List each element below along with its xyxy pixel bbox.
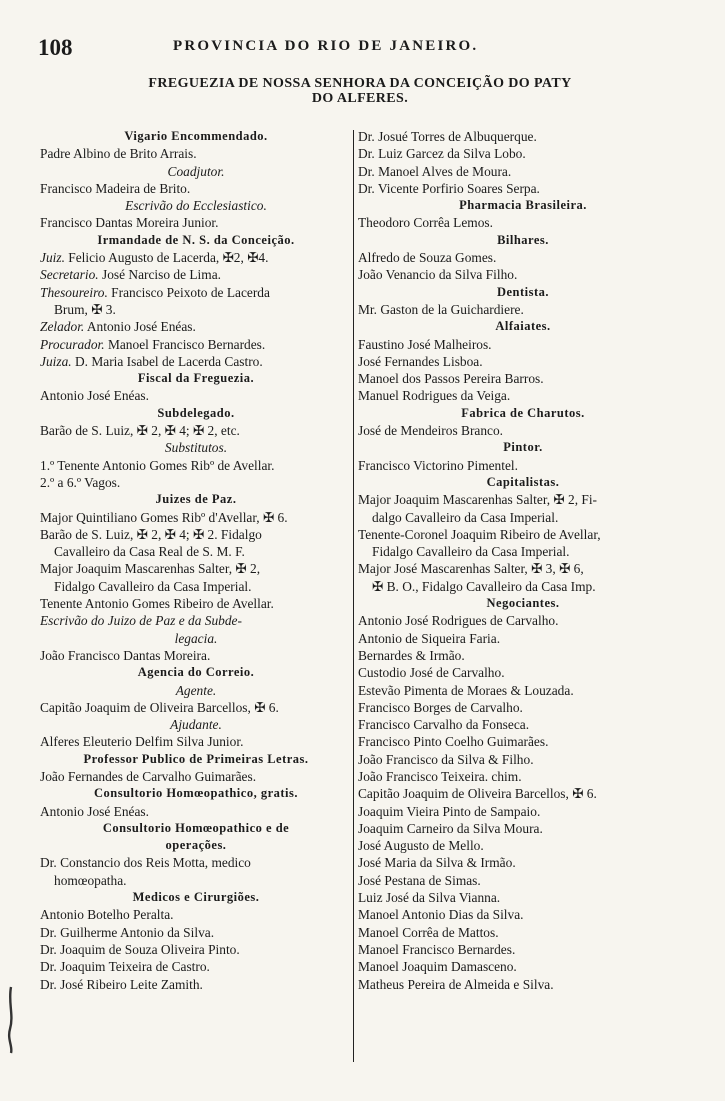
- entry-name: Francisco Peixoto de Lacerda: [107, 284, 270, 300]
- entry-line: Major Quintiliano Gomes Ribº d'Avellar, ✠ 6.: [40, 509, 288, 525]
- section-heading: operações.: [165, 838, 227, 853]
- entry-line: Major José Mascarenhas Salter, ✠ 3, ✠ 6,: [358, 561, 584, 577]
- entry-line: Luiz José da Silva Vianna.: [358, 890, 501, 906]
- entry-continuation: homœopatha.: [54, 872, 127, 888]
- section-heading: Subdelegado.: [157, 405, 235, 420]
- section-title-line-2: DO ALFERES.: [311, 91, 409, 106]
- entry-line: Major Joaquim Mascarenhas Salter, ✠ 2,: [40, 561, 261, 577]
- entry-line: [40, 318, 352, 335]
- entry-line: Manuel Rodrigues da Veiga.: [358, 388, 511, 404]
- entry-role: Juiza.: [40, 353, 72, 369]
- entry-line: Antonio José Enéas.: [40, 803, 149, 819]
- entry-line: [40, 353, 352, 370]
- entry-line: Padre Albino de Brito Arrais.: [40, 146, 197, 162]
- section-heading: Consultorio Homœopathico e de: [102, 820, 290, 835]
- role-subheading: Coadjutor.: [167, 163, 225, 179]
- entry-line: Manoel Corrêa de Mattos.: [358, 924, 499, 940]
- section-heading: Professor Publico de Primeiras Letras.: [83, 751, 309, 766]
- section-title-line-1: FREGUEZIA DE NOSSA SENHORA DA CONCEIÇÃO DO PATY: [148, 76, 572, 91]
- entry-continuation: ✠ B. O., Fidalgo Cavalleiro da Casa Imp.: [372, 578, 596, 594]
- entry-line: Custodio José de Carvalho.: [358, 665, 505, 681]
- entry-line: Antonio de Siqueira Faria.: [358, 630, 501, 646]
- entry-line: Dr. Guilherme Antonio da Silva.: [40, 924, 215, 940]
- section-heading: Fabrica de Charutos.: [461, 405, 585, 420]
- role-subheading: Agente.: [175, 682, 217, 698]
- section-heading: Agencia do Correio.: [137, 665, 255, 680]
- entry-role: Zelador.: [40, 319, 85, 335]
- role-subheading: Escrivão do Ecclesiastico.: [125, 198, 267, 214]
- entry-line: Dr. Constancio dos Reis Motta, medico: [40, 855, 251, 871]
- entry-line: José de Mendeiros Branco.: [358, 423, 504, 439]
- entry-line: Joaquim Vieira Pinto de Sampaio.: [358, 803, 541, 819]
- entry-line: João Francisco da Silva & Filho.: [358, 751, 534, 767]
- entry-line: José Maria da Silva & Irmão.: [358, 855, 516, 871]
- margin-ink-mark: [4, 985, 18, 1055]
- section-heading: Pharmacia Brasileira.: [459, 198, 587, 213]
- entry-line: Manoel dos Passos Pereira Barros.: [358, 371, 544, 387]
- entry-line: Bernardes & Irmão.: [358, 647, 465, 663]
- entry-line: Manoel Antonio Dias da Silva.: [358, 907, 524, 923]
- entry-line: 2.º a 6.º Vagos.: [40, 474, 121, 490]
- entry-line: João Francisco Dantas Moreira.: [40, 647, 211, 663]
- entry-line: Dr. Vicente Porfirio Soares Serpa.: [358, 180, 540, 196]
- entry-continuation: Fidalgo Cavalleiro da Casa Imperial.: [372, 544, 570, 560]
- role-subheading: Ajudante.: [170, 717, 222, 733]
- entry-name: José Narciso de Lima.: [98, 267, 221, 283]
- entry-line: Mr. Gaston de la Guichardiere.: [358, 301, 524, 317]
- entry-line: Dr. Joaquim Teixeira de Castro.: [40, 959, 210, 975]
- entry-line: Francisco Dantas Moreira Junior.: [40, 215, 219, 231]
- section-heading: Pintor.: [503, 440, 543, 455]
- section-heading: Juizes de Paz.: [155, 492, 237, 507]
- entry-line: Capitão Joaquim de Oliveira Barcellos, ✠ 6.: [40, 699, 279, 715]
- entry-line: Capitão Joaquim de Oliveira Barcellos, ✠ 6.: [358, 786, 597, 802]
- section-heading: Vigario Encommendado.: [124, 129, 268, 143]
- entry-line: José Augusto de Mello.: [358, 838, 484, 854]
- entry-line: Francisco Carvalho da Fonseca.: [358, 717, 530, 733]
- section-heading: Irmandade de N. S. da Conceição.: [97, 232, 295, 247]
- left-column: [40, 128, 352, 993]
- entry-line: Alfredo de Souza Gomes.: [358, 250, 497, 266]
- entry-line: Faustino José Malheiros.: [358, 336, 492, 352]
- entry-role: Procurador.: [40, 336, 105, 352]
- entry-line: Alferes Eleuterio Delfim Silva Junior.: [40, 734, 244, 750]
- entry-role: Secretario.: [40, 267, 99, 283]
- entry-role: Juiz.: [40, 250, 65, 266]
- entry-line: Barão de S. Luiz, ✠ 2, ✠ 4; ✠ 2, etc.: [40, 423, 240, 439]
- entry-line: Francisco Pinto Coelho Guimarães.: [358, 734, 549, 750]
- section-heading: Consultorio Homœopathico, gratis.: [94, 786, 298, 801]
- entry-line: Dr. Josué Torres de Albuquerque.: [358, 129, 537, 144]
- entry-line: Francisco Borges de Carvalho.: [358, 699, 523, 715]
- entry-line: Manoel Joaquim Damasceno.: [358, 959, 517, 975]
- entry-continuation: Brum, ✠ 3.: [54, 301, 116, 317]
- entry-line: Tenente Antonio Gomes Ribeiro de Avellar.: [40, 596, 274, 612]
- role-subheading: Escrivão do Juizo de Paz e da Subde-: [40, 613, 242, 629]
- entry-line: Antonio José Enéas.: [40, 388, 149, 404]
- entry-line: João Venancio da Silva Filho.: [358, 267, 518, 283]
- role-subheading: Substitutos.: [164, 440, 228, 456]
- role-subheading: legacia.: [174, 630, 218, 646]
- entry-continuation: Cavalleiro da Casa Real de S. M. F.: [54, 544, 245, 560]
- entry-line: Antonio José Rodrigues de Carvalho.: [358, 613, 559, 629]
- entry-line: João Francisco Teixeira. chim.: [358, 768, 522, 784]
- running-head: PROVINCIA DO RIO DE JANEIRO.: [173, 38, 479, 54]
- entry-line: José Fernandes Lisboa.: [358, 353, 483, 369]
- section-heading: Medicos e Cirurgiões.: [132, 890, 260, 905]
- entry-line: Dr. Luiz Garcez da Silva Lobo.: [358, 146, 526, 162]
- section-heading: Alfaiates.: [495, 319, 551, 334]
- section-heading: Fiscal da Freguezia.: [137, 371, 255, 386]
- section-heading: Bilhares.: [497, 232, 549, 247]
- section-title: [60, 76, 660, 106]
- entry-line: Tenente-Coronel Joaquim Ribeiro de Avellar,: [358, 526, 601, 542]
- page-header: [38, 35, 575, 60]
- entry-line: Major Joaquim Mascarenhas Salter, ✠ 2, Fi-: [358, 492, 598, 508]
- entry-line: Francisco Victorino Pimentel.: [358, 457, 518, 473]
- entry-line: 1.º Tenente Antonio Gomes Ribº de Avellar.: [40, 457, 275, 473]
- entry-line: Dr. Manoel Alves de Moura.: [358, 163, 512, 179]
- entry-line: José Pestana de Simas.: [358, 872, 481, 888]
- entry-continuation: dalgo Cavalleiro da Casa Imperial.: [372, 509, 559, 525]
- right-column: [358, 128, 688, 993]
- entry-line: Francisco Madeira de Brito.: [40, 180, 191, 196]
- entry-line: Antonio Botelho Peralta.: [40, 907, 174, 923]
- entry-line: Estevão Pimenta de Moraes & Louzada.: [358, 682, 574, 698]
- entry-line: Dr. Joaquim de Souza Oliveira Pinto.: [40, 941, 240, 957]
- entry-line: [40, 266, 352, 283]
- entry-line: Barão de S. Luiz, ✠ 2, ✠ 4; ✠ 2. Fidalgo: [40, 526, 262, 542]
- page-number: 108: [38, 35, 73, 60]
- entry-line: João Fernandes de Carvalho Guimarães.: [40, 768, 257, 784]
- section-heading: Capitalistas.: [486, 474, 560, 489]
- entry-name: Manoel Francisco Bernardes.: [104, 336, 266, 352]
- entry-line: [40, 284, 352, 301]
- entry-line: Matheus Pereira de Almeida e Silva.: [358, 976, 554, 992]
- entry-line: Joaquim Carneiro da Silva Moura.: [358, 820, 543, 836]
- entry-name: Felicio Augusto de Lacerda, ✠2, ✠4.: [64, 250, 269, 266]
- entry-line: [40, 336, 352, 353]
- entry-continuation: Fidalgo Cavalleiro da Casa Imperial.: [54, 578, 252, 594]
- entry-name: D. Maria Isabel de Lacerda Castro.: [71, 353, 263, 369]
- entry-line: [40, 249, 352, 266]
- entry-name: Antonio José Enéas.: [84, 319, 196, 335]
- column-divider: [353, 130, 354, 1062]
- entry-line: Dr. José Ribeiro Leite Zamith.: [40, 976, 203, 992]
- section-heading: Dentista.: [496, 284, 550, 299]
- entry-line: Manoel Francisco Bernardes.: [358, 941, 516, 957]
- entry-line: Theodoro Corrêa Lemos.: [358, 215, 493, 231]
- section-heading: Negociantes.: [486, 596, 560, 611]
- entry-role: Thesoureiro.: [40, 284, 108, 300]
